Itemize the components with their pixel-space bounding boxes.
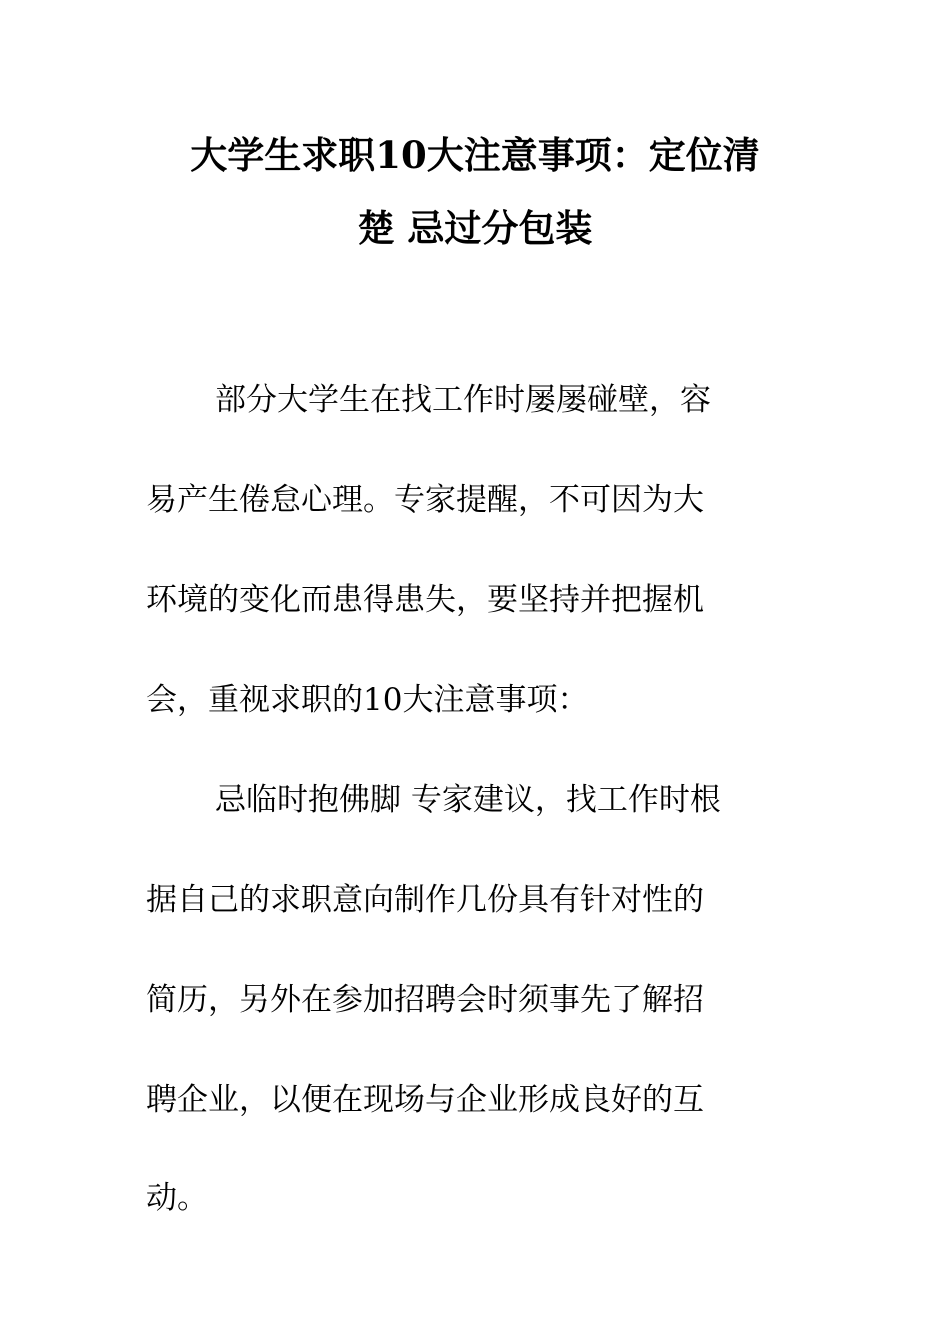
paragraph-1-line-1: 部分大学生在找工作时屡屡碰壁，容 (215, 382, 711, 418)
paragraph-1-line-3: 环境的变化而患得患失，要坚持并把握机 (146, 582, 704, 618)
paragraph-2-line-2: 据自己的求职意向制作几份具有针对性的 (146, 882, 704, 918)
paragraph-2-line-3: 简历，另外在参加招聘会时须事先了解招 (146, 982, 704, 1018)
document-title-line-1: 大学生求职10大注意事项：定位清 (190, 133, 760, 177)
document-title-line-2: 楚 忌过分包装 (357, 206, 593, 250)
paragraph-2-line-4: 聘企业，以便在现场与企业形成良好的互 (146, 1082, 704, 1118)
paragraph-1-line-2: 易产生倦怠心理。专家提醒，不可因为大 (146, 482, 704, 518)
paragraph-1-line-4: 会，重视求职的10大注意事项： (146, 682, 589, 718)
paragraph-2-line-5: 动。 (146, 1180, 208, 1216)
paragraph-2-line-1: 忌临时抱佛脚 专家建议，找工作时根 (215, 782, 721, 818)
